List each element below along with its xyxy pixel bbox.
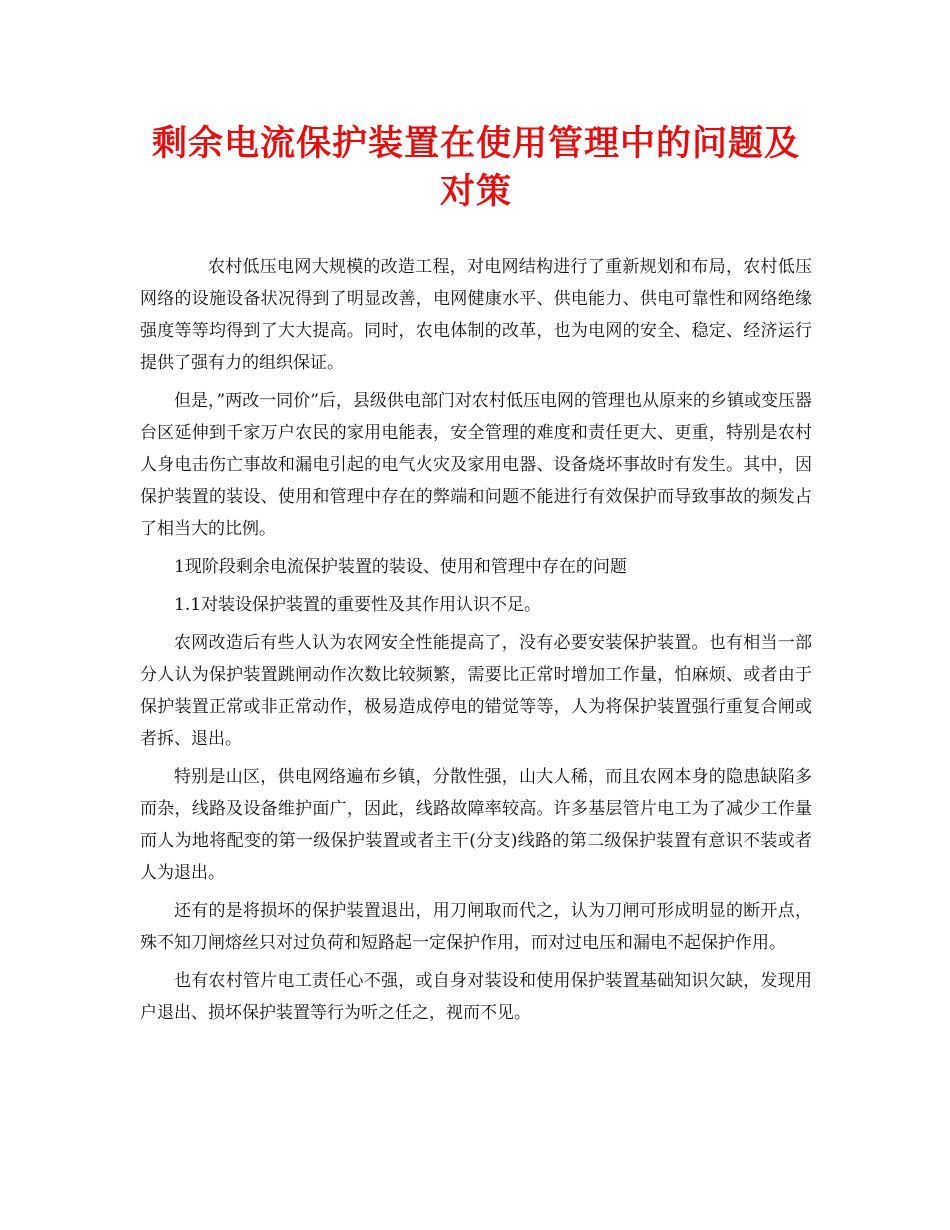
paragraph-intro: 农村低压电网大规模的改造工程，对电网结构进行了重新规划和布局，农村低压网络的设施设备状况得到了明显改善，电网健康水平、供电能力、供电可靠性和网络绝缘强度等等均得到了大大提高。同时，农电体制的改革，也为电网的安全、稳定、经济运行提供了强有力的组织保证。 xyxy=(140,257,812,373)
document-body xyxy=(140,251,812,1029)
paragraph-background: 但是，”两改一同价”后，县级供电部门对农村低压电网的管理也从原来的乡镇或变压器台区延伸到千家万户农民的家用电能表，安全管理的难度和责任更大、更重，特别是农村人身电击伤亡事故和漏电引起的电气火灾及家用电器、设备烧坏事故时有发生。其中，因保护装置的装设、使用和管理中存在的弊端和问题不能进行有效保护而导致事故的频发占了相当大的比例。 xyxy=(140,391,812,539)
paragraph-mountain-area: 特别是山区，供电网络遍布乡镇，分散性强，山大人稀，而且农网本身的隐患缺陷多而杂，线路及设备维护面广，因此，线路故障率较高。许多基层管片电工为了减少工作量而人为地将配变的第一级保护装置或者主干(分支)线路的第二级保护装置有意识不装或者人为退出。 xyxy=(140,767,812,883)
paragraph-awareness: 农网改造后有些人认为农网安全性能提高了，没有必要安装保护装置。也有相当一部分人认为保护装置跳闸动作次数比较频繁，需要比正常时增加工作量，怕麻烦、或者由于保护装置正常或非正常动作，极易造成停电的错觉等等，人为将保护装置强行重复合闸或者拆、退出。 xyxy=(140,633,812,749)
paragraph-electrician-responsibility: 也有农村管片电工责任心不强，或自身对装设和使用保护装置基础知识欠缺，发现用户退出、损坏保护装置等行为听之任之，视而不见。 xyxy=(140,971,812,1023)
section-heading: 1现阶段剩余电流保护装置的装设、使用和管理中存在的问题 xyxy=(174,557,627,577)
paragraph-knife-switch: 还有的是将损坏的保护装置退出，用刀闸取而代之，认为刀闸可形成明显的断开点，殊不知刀闸熔丝只对过负荷和短路起一定保护作用，而对过电压和漏电不起保护作用。 xyxy=(140,901,812,953)
document-title: 剩余电流保护装置在使用管理中的问题及对策 xyxy=(151,124,800,212)
subsection-heading: 1.1对装设保护装置的重要性及其作用认识不足。 xyxy=(174,595,542,615)
